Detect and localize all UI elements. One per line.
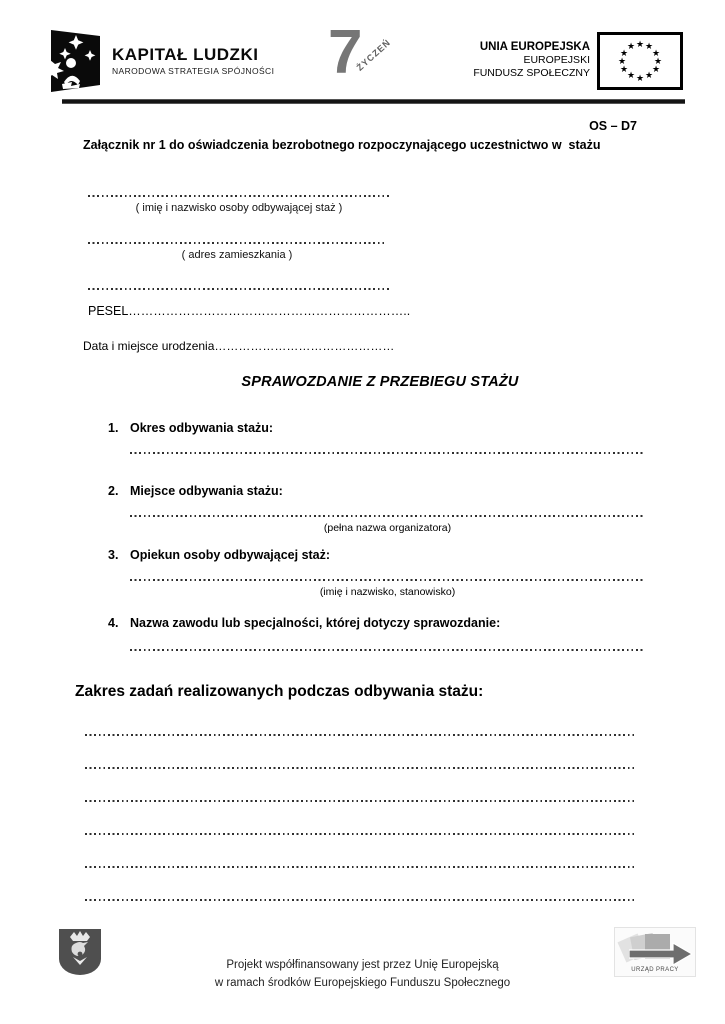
svg-text:★: ★ xyxy=(653,57,663,67)
eu-wordmark xyxy=(420,41,590,79)
task-fill-line-6 xyxy=(85,899,637,901)
header-divider xyxy=(62,99,685,104)
pesel-label: PESEL………………………………………………………….. xyxy=(88,304,411,318)
eu-line2: EUROPEJSKI xyxy=(523,54,590,66)
eu-line1: UNIA EUROPEJSKA xyxy=(479,41,590,53)
seven-zyczen-logo xyxy=(328,18,408,94)
urzad-pracy-logo xyxy=(614,927,696,977)
tasks-heading: Zakres zadań realizowanych podczas odbywania stażu: xyxy=(75,683,484,700)
svg-text:★: ★ xyxy=(644,42,654,52)
kapital-ludzki-subtitle: NARODOWA STRATEGIA SPÓJNOŚCI xyxy=(112,66,275,76)
urzad-pracy-arrow-icon xyxy=(629,942,693,966)
list-item-2-label xyxy=(108,484,283,498)
svg-text:★: ★ xyxy=(635,74,645,84)
task-fill-line-4 xyxy=(85,833,637,835)
task-fill-line-5 xyxy=(85,866,637,868)
cofinancing-line-1: Projekt współfinansowany jest przez Unię Europejską xyxy=(226,959,499,971)
item-3-text: Opiekun osoby odbywającej staż: xyxy=(130,548,331,562)
report-heading: SPRAWOZDANIE Z PRZEBIEGU STAŻU xyxy=(241,374,519,390)
eu-flag-icon xyxy=(597,32,683,90)
item-4-text: Nazwa zawodu lub specjalności, której dotyczy sprawozdanie: xyxy=(130,616,501,630)
item-1-fill-line xyxy=(130,452,645,454)
item-3-caption: (imię i nazwisko, stanowisko) xyxy=(319,586,456,598)
city-coat-of-arms-icon xyxy=(56,927,104,977)
task-fill-line-1 xyxy=(85,734,637,736)
name-fill-line xyxy=(88,195,390,197)
name-caption: ( imię i nazwisko osoby odbywającej staż ) xyxy=(135,202,343,214)
item-1-number: 1. xyxy=(108,421,119,435)
list-item-4-label xyxy=(108,616,500,630)
item-2-fill-line xyxy=(130,515,645,517)
kapital-ludzki-flag-icon xyxy=(38,26,108,96)
svg-text:★: ★ xyxy=(651,65,661,75)
item-2-text: Miejsce odbywania stażu: xyxy=(130,484,283,498)
cofinancing-note xyxy=(100,957,625,993)
address-caption: ( adres zamieszkania ) xyxy=(181,249,293,261)
eu-line3: FUNDUSZ SPOŁECZNY xyxy=(473,67,590,79)
svg-text:★: ★ xyxy=(626,71,636,81)
kapital-ludzki-title: KAPITAŁ LUDZKI xyxy=(112,45,259,64)
item-3-fill-line xyxy=(130,579,645,581)
svg-text:★: ★ xyxy=(635,40,645,50)
task-fill-line-3 xyxy=(85,800,637,802)
svg-text:★: ★ xyxy=(626,42,636,52)
svg-text:★: ★ xyxy=(651,49,661,59)
seven-word: ŻYCZEŃ xyxy=(354,37,393,73)
address-fill-line xyxy=(88,242,386,244)
item-3-number: 3. xyxy=(108,548,119,562)
seven-digit: 7 xyxy=(328,18,363,87)
list-item-3-label xyxy=(108,548,330,562)
svg-text:★: ★ xyxy=(617,57,627,67)
cofinancing-line-2: w ramach środków Europejskiego Funduszu Społecznego xyxy=(214,976,511,989)
birth-date-place-label: Data i miejsce urodzenia……………………………………… xyxy=(83,339,395,353)
list-item-1-label xyxy=(108,421,273,435)
svg-text:★: ★ xyxy=(644,71,654,81)
svg-text:★: ★ xyxy=(619,49,629,59)
form-code: OS – D7 xyxy=(589,119,637,133)
item-4-fill-line xyxy=(130,649,645,651)
item-2-caption: (pełna nazwa organizatora) xyxy=(323,522,452,534)
item-1-text: Okres odbywania stażu: xyxy=(130,421,274,435)
address-fill-line-2 xyxy=(88,288,390,290)
item-4-number: 4. xyxy=(108,616,119,630)
task-fill-line-2 xyxy=(85,767,637,769)
attachment-title: Załącznik nr 1 do oświadczenia bezrobotnego rozpoczynającego uczestnictwo w stażu xyxy=(83,138,601,152)
urzad-pracy-label: URZĄD PRACY xyxy=(631,967,679,973)
kapital-ludzki-wordmark xyxy=(112,45,274,76)
svg-text:★: ★ xyxy=(619,65,629,75)
item-2-number: 2. xyxy=(108,484,119,498)
